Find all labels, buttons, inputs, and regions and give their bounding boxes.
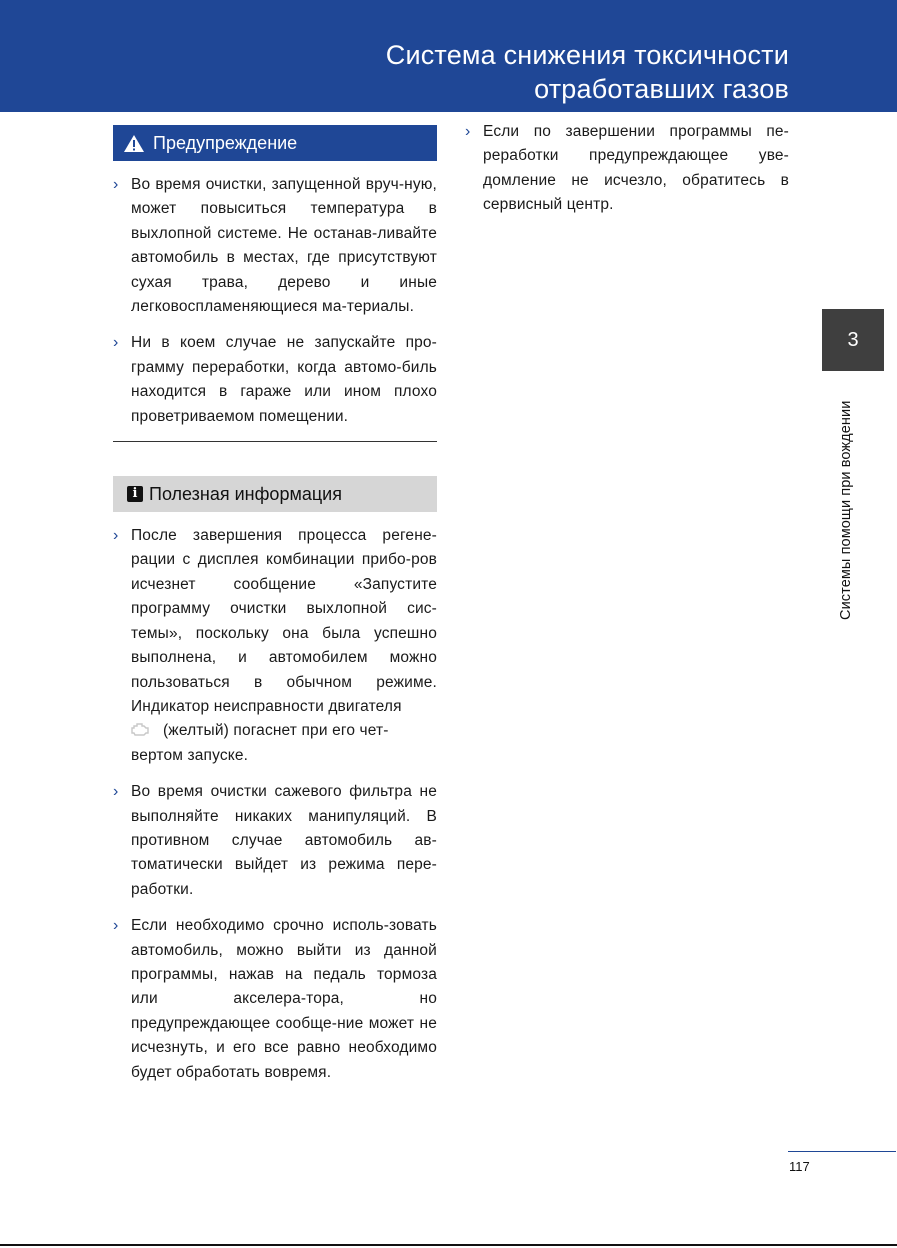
- page-header: [0, 0, 897, 112]
- right-column: [465, 120, 789, 218]
- chevron-right-icon: ›: [113, 176, 119, 193]
- page-title-line1: Система снижения токсичности: [385, 40, 789, 70]
- warning-item-text: Во время очистки, запущенной вруч-ную, может повыситься температура в выхлопной системе. Не останав-ливайте автомобиль в местах, где присутствуют сухая трава, дерево и иные легковоспламеняющиеся ма-териалы.: [131, 176, 437, 316]
- chapter-tab: [822, 309, 884, 371]
- footer-divider: [788, 1151, 896, 1152]
- info-item: [113, 524, 437, 768]
- chapter-title: Системы помощи при вождении: [838, 400, 854, 620]
- left-column: [113, 125, 437, 1085]
- chevron-right-icon: ›: [465, 123, 471, 140]
- warning-heading-text: Предупреждение: [153, 133, 298, 153]
- info-item-text-part2: (желтый) погаснет при его чет-вертом запуске.: [131, 722, 389, 764]
- page-title: [386, 38, 789, 106]
- info-item: [113, 914, 437, 1085]
- page-title-line2: отработавших газов: [534, 74, 789, 104]
- info-heading: [113, 476, 437, 512]
- chevron-right-icon: ›: [113, 527, 119, 545]
- info-item-text: [131, 524, 437, 768]
- bottom-rule: [0, 1244, 897, 1246]
- engine-malfunction-icon: [131, 723, 149, 736]
- info-item: [113, 780, 437, 902]
- warning-item: [113, 173, 437, 319]
- warning-triangle-icon: [123, 134, 145, 153]
- info-item-text-part1: После завершения процесса регене-рации с дисплея комбинации прибо-ров исчезнет сообщение «Запустите программу очистки выхлопной сис-темы», поскольку она была успешно выполнена, и автомобилем можно пользоваться в обычном режиме. Индикатор неисправности двигателя: [131, 527, 437, 715]
- page-number: 117: [789, 1159, 810, 1174]
- info-heading-text: Полезная информация: [149, 484, 342, 505]
- info-icon: i: [127, 486, 143, 502]
- warning-heading: [113, 125, 437, 161]
- info-item-text: Если необходимо срочно исполь-зовать автомобиль, можно выйти из данной программы, нажав на педаль тормоза или акселера-тора, но предупреждающее сообще-ние может не исчезнуть, и его все равно необходимо будет обработать вовремя.: [131, 917, 437, 1081]
- chevron-right-icon: ›: [113, 783, 119, 801]
- chevron-right-icon: ›: [113, 334, 119, 352]
- right-item: [465, 120, 789, 218]
- right-item-text: Если по завершении программы пе-реработки предупреждающее уве-домление не исчезло, обратитесь в сервисный центр.: [483, 123, 789, 214]
- warning-item-text: Ни в коем случае не запускайте про-грамму переработки, когда автомо-биль находится в гараже или ином плохо проветриваемом помещении.: [131, 334, 437, 425]
- warning-item: [113, 331, 437, 429]
- warning-divider: [113, 441, 437, 442]
- chapter-number: 3: [847, 328, 859, 351]
- chevron-right-icon: ›: [113, 917, 119, 935]
- info-item-text: Во время очистки сажевого фильтра не выполняйте никаких манипуляций. В противном случае автомобиль ав-томатически выйдет из режима пере-работки.: [131, 783, 437, 898]
